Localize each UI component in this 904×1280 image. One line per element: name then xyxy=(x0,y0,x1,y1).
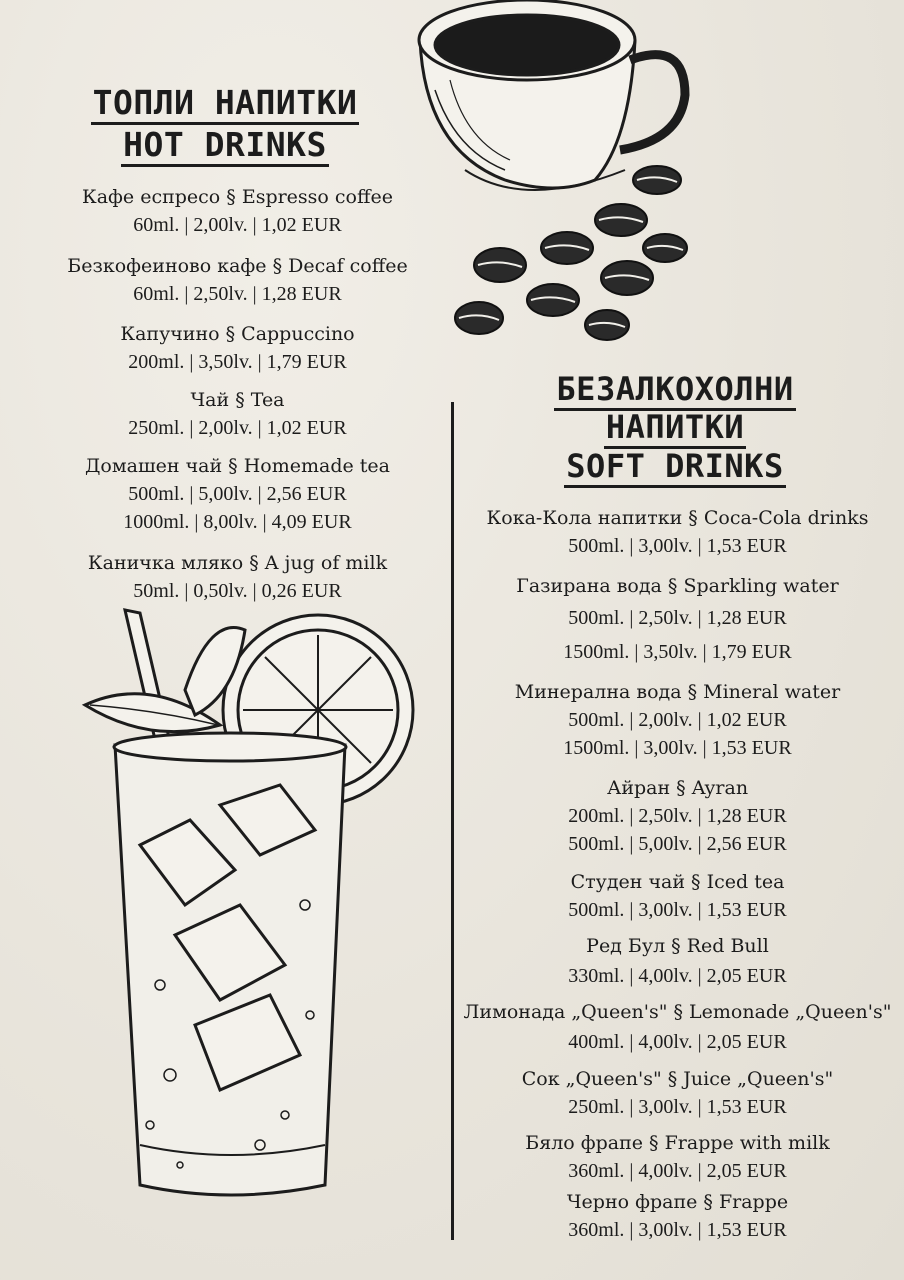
menu-item xyxy=(455,1129,900,1185)
menu-item xyxy=(455,504,900,560)
item-price: 500ml. | 3,00lv. | 1,53 EUR xyxy=(568,899,787,921)
item-name: Ред Бул § Red Bull xyxy=(586,935,769,957)
item-name: Айран § Ayran xyxy=(606,777,749,799)
hot-drinks-title-bg: ТОПЛИ НАПИТКИ xyxy=(91,83,360,125)
menu-item xyxy=(455,998,900,1056)
item-price: 1000ml. | 8,00lv. | 4,09 EUR xyxy=(123,511,352,533)
item-name: Кафе еспресо § Espresso coffee xyxy=(82,186,393,208)
menu-item xyxy=(455,572,900,666)
item-price: 50ml. | 0,50lv. | 0,26 EUR xyxy=(133,580,342,602)
menu-item xyxy=(0,452,475,536)
item-price: 250ml. | 3,00lv. | 1,53 EUR xyxy=(568,1096,787,1118)
item-name: Кока-Кола напитки § Coca-Cola drinks xyxy=(486,507,869,529)
item-price: 330ml. | 4,00lv. | 2,05 EUR xyxy=(568,965,787,987)
item-name: Безкофеиново кафе § Decaf coffee xyxy=(67,255,408,277)
item-price: 200ml. | 3,50lv. | 1,79 EUR xyxy=(128,351,347,373)
soft-drinks-title-line3: SOFT DRINKS xyxy=(564,447,785,488)
menu-item xyxy=(455,932,900,990)
menu-item xyxy=(455,1188,900,1244)
item-name: Черно фрапе § Frappe xyxy=(566,1191,789,1213)
item-name: Чай § Tea xyxy=(190,389,285,411)
item-price: 500ml. | 5,00lv. | 2,56 EUR xyxy=(568,833,787,855)
soft-drinks-title-line2: НАПИТКИ xyxy=(604,408,746,449)
menu-item xyxy=(455,678,900,762)
column-divider xyxy=(451,402,454,1240)
soft-drinks-heading xyxy=(500,370,850,485)
item-price: 500ml. | 2,00lv. | 1,02 EUR xyxy=(568,709,787,731)
menu-item xyxy=(455,1065,900,1121)
item-price: 60ml. | 2,50lv. | 1,28 EUR xyxy=(133,283,342,305)
soft-drinks-title-line1: БЕЗАЛКОХОЛНИ xyxy=(554,370,795,411)
menu-item xyxy=(455,774,900,858)
item-price: 500ml. | 2,50lv. | 1,28 EUR xyxy=(568,607,787,629)
item-price: 400ml. | 4,00lv. | 2,05 EUR xyxy=(568,1031,787,1053)
item-price: 250ml. | 2,00lv. | 1,02 EUR xyxy=(128,417,347,439)
menu-item xyxy=(0,252,475,308)
item-name: Лимонада „Queen's" § Lemonade „Queen's" xyxy=(463,1001,892,1023)
item-name: Домашен чай § Homemade tea xyxy=(84,455,390,477)
item-price: 1500ml. | 3,00lv. | 1,53 EUR xyxy=(563,737,792,759)
item-name: Газирана вода § Sparkling water xyxy=(516,575,839,597)
item-price: 200ml. | 2,50lv. | 1,28 EUR xyxy=(568,805,787,827)
item-name: Минерална вода § Mineral water xyxy=(514,681,841,703)
item-price: 60ml. | 2,00lv. | 1,02 EUR xyxy=(133,214,342,236)
item-name: Студен чай § Iced tea xyxy=(570,871,785,893)
item-name: Бяло фрапе § Frappe with milk xyxy=(525,1132,830,1154)
item-price: 500ml. | 5,00lv. | 2,56 EUR xyxy=(128,483,347,505)
item-price: 1500ml. | 3,50lv. | 1,79 EUR xyxy=(563,641,792,663)
item-price: 360ml. | 4,00lv. | 2,05 EUR xyxy=(568,1160,787,1182)
menu-item xyxy=(0,320,475,376)
hot-drinks-heading xyxy=(55,82,395,165)
item-name: Капучино § Cappuccino xyxy=(120,323,355,345)
iced-drink-illustration xyxy=(70,605,430,1225)
item-name: Каничка мляко § A jug of milk xyxy=(87,552,388,574)
item-price: 500ml. | 3,00lv. | 1,53 EUR xyxy=(568,535,787,557)
menu-item xyxy=(0,386,475,442)
menu-item xyxy=(455,868,900,924)
menu-item xyxy=(0,183,475,239)
menu-item xyxy=(0,549,475,605)
hot-drinks-title-en: HOT DRINKS xyxy=(121,125,329,167)
item-name: Сок „Queen's" § Juice „Queen's" xyxy=(521,1068,834,1090)
item-price: 360ml. | 3,00lv. | 1,53 EUR xyxy=(568,1219,787,1241)
